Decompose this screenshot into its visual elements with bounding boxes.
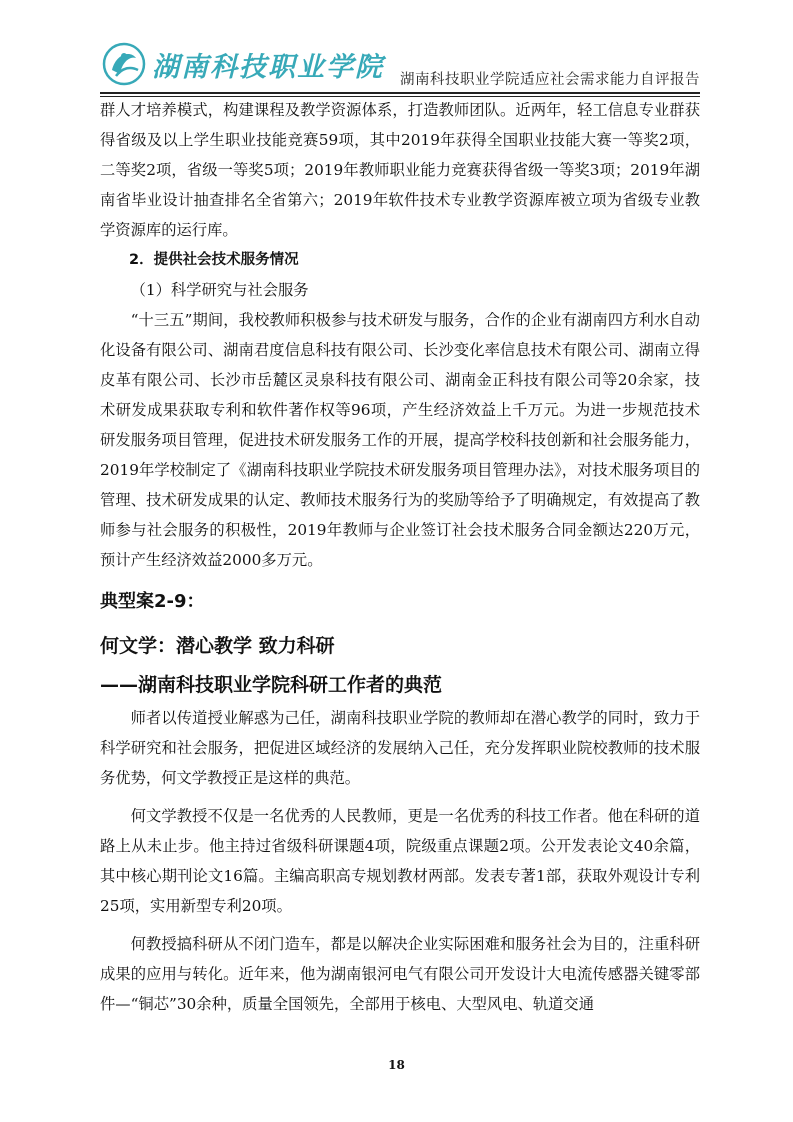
sub-heading: （1）科学研究与社会服务 — [130, 281, 309, 299]
page-header — [100, 36, 700, 94]
case-title: 何文学：潜心教学 致力科研 — [100, 635, 335, 657]
header-rule — [100, 92, 700, 94]
logo-text: 湖南科技职业学院 — [152, 52, 384, 83]
paragraph-research: “十三五”期间，我校教师积极参与技术研发与服务，合作的企业有湖南四方利水自动化设备有限公司、湖南君度信息科技有限公司、长沙变化率信息技术有限公司、湖南立得皮革有限公司、长沙市岳麓区灵泉科技有限公司、湖南金正科技有限公司等20余家，技术研发成果获取专利和软件著作权等96项，产生经济效益上千万元。为进一步规范技术研发服务项目管理，促进技术研发服务工作的开展，提高学校科技创新和社会服务能力，2019年学校制定了《湖南科技职业学院技术研发服务项目管理办法》，对技术服务项目的管理、技术研发成果的认定、教师技术服务行为的奖励等给予了明确规定，有效提高了教师参与社会服务的积极性，2019年教师与企业签订社会技术服务合同金额达220万元，预计产生经济效益2000多万元。 — [100, 311, 700, 569]
report-title: 湖南科技职业学院适应社会需求能力自评报告 — [400, 72, 700, 88]
page-body — [100, 95, 700, 1019]
case-paragraph-1: 师者以传道授业解惑为己任，湖南科技职业学院的教师却在潜心教学的同时，致力于科学研究和社会服务，把促进区域经济的发展纳入己任，充分发挥职业院校教师的技术服务优势，何文学教授正是这样的典范。 — [100, 709, 700, 787]
case-paragraph-3: 何教授搞科研从不闭门造车，都是以解决企业实际困难和服务社会为目的，注重科研成果的应用与转化。近年来，他为湖南银河电气有限公司开发设计大电流传感器关键零部件—“铜芯”30余种，质量全国领先，全部用于核电、大型风电、轨道交通 — [100, 935, 700, 1013]
case-subtitle: ——湖南科技职业学院科研工作者的典范 — [100, 674, 443, 696]
section-heading: 2．提供社会技术服务情况 — [129, 252, 299, 268]
case-label: 典型案2-9： — [100, 591, 205, 612]
school-logo — [100, 40, 390, 90]
paragraph-continued: 群人才培养模式，构建课程及教学资源体系，打造教师团队。近两年，轻工信息专业群获得省级及以上学生职业技能竞赛59项，其中2019年获得全国职业技能大赛一等奖2项，二等奖2项，省级一等奖5项；2019年教师职业能力竞赛获得省级一等奖3项；2019年湖南省毕业设计抽查排名全省第六；2019年软件技术专业教学资源库被立项为省级专业教学资源库的运行库。 — [100, 101, 700, 239]
page-number: 18 — [388, 1058, 405, 1072]
case-paragraph-2: 何文学教授不仅是一名优秀的人民教师，更是一名优秀的科技工作者。他在科研的道路上从未止步。他主持过省级科研课题4项，院级重点课题2项。公开发表论文40余篇，其中核心期刊论文16篇。主编高职高专规划教材两部。发表专著1部，获取外观设计专利25项，实用新型专利20项。 — [100, 807, 700, 915]
school-logo-graphic — [100, 40, 390, 90]
